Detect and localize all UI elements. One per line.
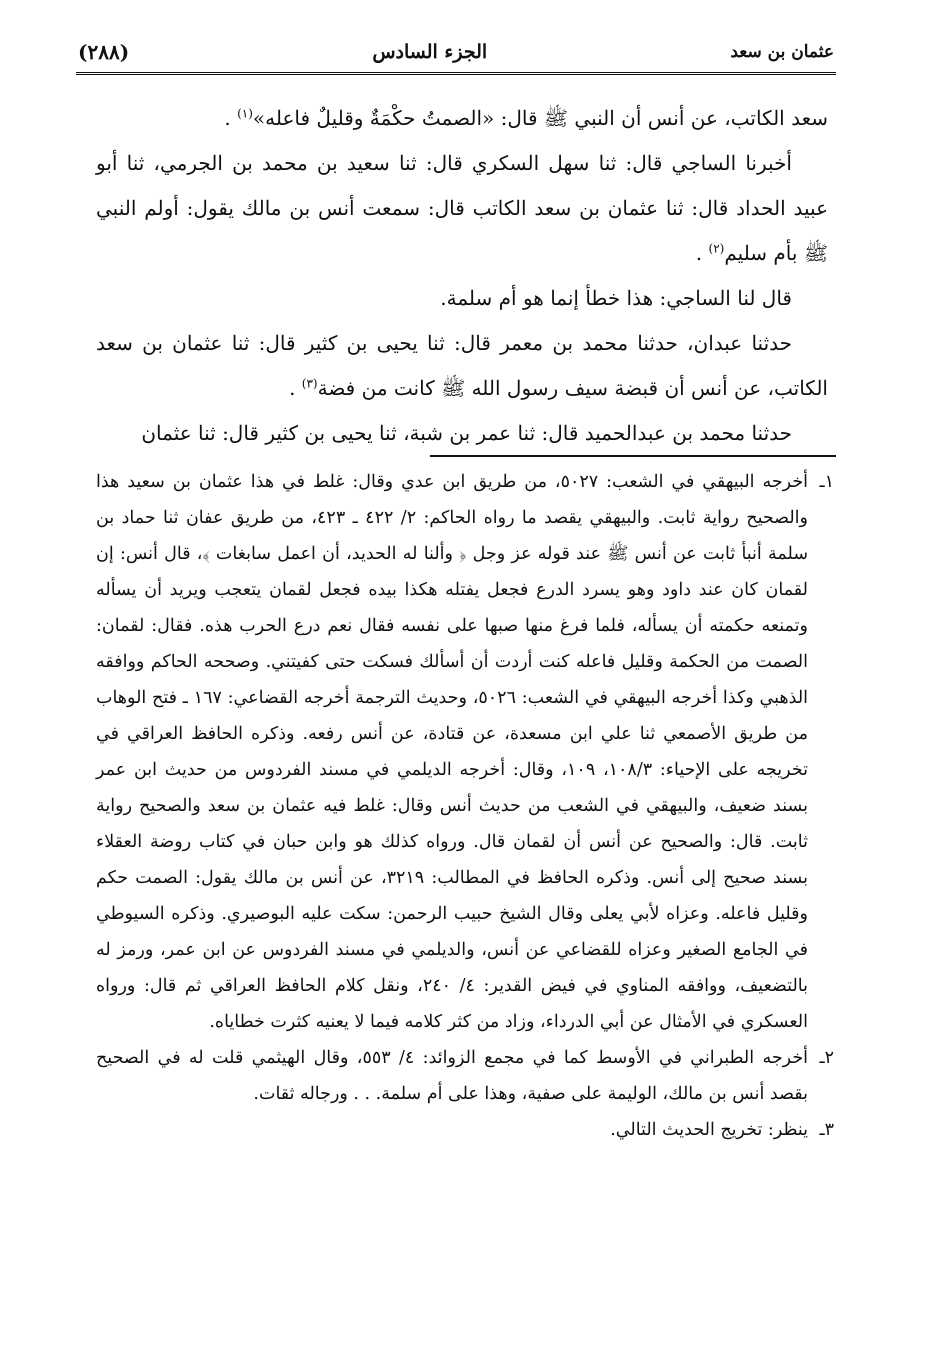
footnote-item: ١ـ أخرجه البيهقي في الشعب: ٥٠٢٧، من طريق ابن عدي وقال: غلط في هذا عثمان بن سعيد هذا والصحيح رواية ثابت. والبيهقي يقصد ما رواه الحاكم: ٢/ ٤٢٢ ـ ٤٢٣، من طريق عفان ثنا حماد بن سلمة أنبأ ثابت عن أنس ﷺ عند قوله عز وجل ﴿ وألنا له الحديد، أن اعمل سابغات ﴾، قال أنس: إن لقمان كان عند داود وهو يسرد الدرع فجعل يفتله هكذا بيده فجعل لقمان يتعجب ويريد أن يسأله وتمنعه حكمته أن يسأله، فلما فرغ منها صبها على نفسه فقال نعم درع الحرب هذه. فقال: لقمان: الصمت من الحكمة وقليل فاعله كنت أردت أن أسألك فسكت حتى كفيتني. وصححه الحاكم ووافقه الذهبي وكذا أخرجه البيهقي في الشعب: ٥٠٢٦، وحديث الترجمة أخرجه القضاعي: ١٦٧ ـ فتح الوهاب من طريق الأصمعي ثنا علي ابن مسعدة، عن قتادة، عن أنس رفعه. وذكره الحافظ العراقي في تخريجه على الإحياء: ١٠٨/٣، ١٠٩، وقال: أخرجه الديلمي في مسند الفردوس من حديث ابن عمر بسند ضعيف، والبيهقي في الشعب من حديث أنس وقال: غلط فيه عثمان بن سعد والصحيح رواية ثابت. قال: والصحيح عن أنس أن لقمان قال. ورواه كذلك هو وابن حبان في كتاب روضة العقلاء بسند صحيح إلى أنس. وذكره الحافظ في المطالب: ٣٢١٩، عن أنس بن مالك يقول: الصمت حكم وقليل فاعله. وعزاه لأبي يعلى وقال الشيخ حبيب الرحمن: سكت عليه البوصيري. وذكره السيوطي في الجامع الصغير وعزاه للقضاعي عن أنس، والديلمي في مسند الفردوس عن ابن عمر، ورمز له بالتضعيف، ووافقه المناوي في فيض القدير: ٤/ ٢٤٠، ونقل كلام الحافظ العراقي ثم قال: ورواه العسكري في الأمثال عن أبي الدرداء، وزاد من كثر كلامه فيما لا يعنيه كثرت خطاياه. <box>96 464 834 1040</box>
page-header <box>78 32 834 72</box>
main-paragraph: أخبرنا الساجي قال: ثنا سهل السكري قال: ثنا سعيد بن محمد بن الجرمي، ثنا أبو عبيد الحداد قال: ثنا عثمان بن سعد الكاتب قال: سمعت أنس بن مالك يقول: أولم النبي ﷺ بأم سليم$^{(٢)}$ . <box>96 151 829 265</box>
footnote-marker: (٣) <box>301 376 318 391</box>
footnote-number: ٢ـ <box>819 1048 834 1068</box>
part-title: الجزء السادس <box>372 41 488 63</box>
footnote-item: ٣ـ ينظر: تخريج الحديث التالي. <box>96 1112 834 1148</box>
main-text <box>96 96 828 456</box>
footnote-number: ١ـ <box>819 472 834 492</box>
main-paragraph: سعد الكاتب، عن أنس أن النبي ﷺ قال: «الصمتُ حكْمَةٌ وقليلٌ فاعله»$^{(١)}$ . <box>224 106 828 130</box>
footnote-item: ٢ـ أخرجه الطبراني في الأوسط كما في مجمع الزوائد: ٤/ ٥٥٣، وقال الهيثمي قلت له في الصحيح بقصد أنس بن مالك، الوليمة على صفية، وهذا على أم سلمة. . . ورجاله ثقات. <box>96 1040 834 1112</box>
footnote-marker: (١) <box>237 106 253 121</box>
book-title: عثمان بن سعد <box>730 42 834 62</box>
page-number: (٢٨٨) <box>78 40 130 64</box>
footnotes <box>96 464 834 1148</box>
footnote-divider <box>430 455 836 457</box>
header-divider <box>76 72 836 75</box>
footnote-marker: (٢) <box>708 241 725 256</box>
main-paragraph: حدثنا عبدان، حدثنا محمد بن معمر قال: ثنا يحيى بن كثير قال: ثنا عثمان بن سعد الكاتب، عن أنس أن قبضة سيف رسول الله ﷺ كانت من فضة$^{(٣)}$ . <box>96 331 828 400</box>
main-paragraph: حدثنا محمد بن عبدالحميد قال: ثنا عمر بن شبة، ثنا يحيى بن كثير قال: ثنا عثمان <box>141 421 792 445</box>
main-paragraph: قال لنا الساجي: هذا خطأ إنما هو أم سلمة. <box>440 286 792 310</box>
footnote-number: ٣ـ <box>819 1120 834 1140</box>
